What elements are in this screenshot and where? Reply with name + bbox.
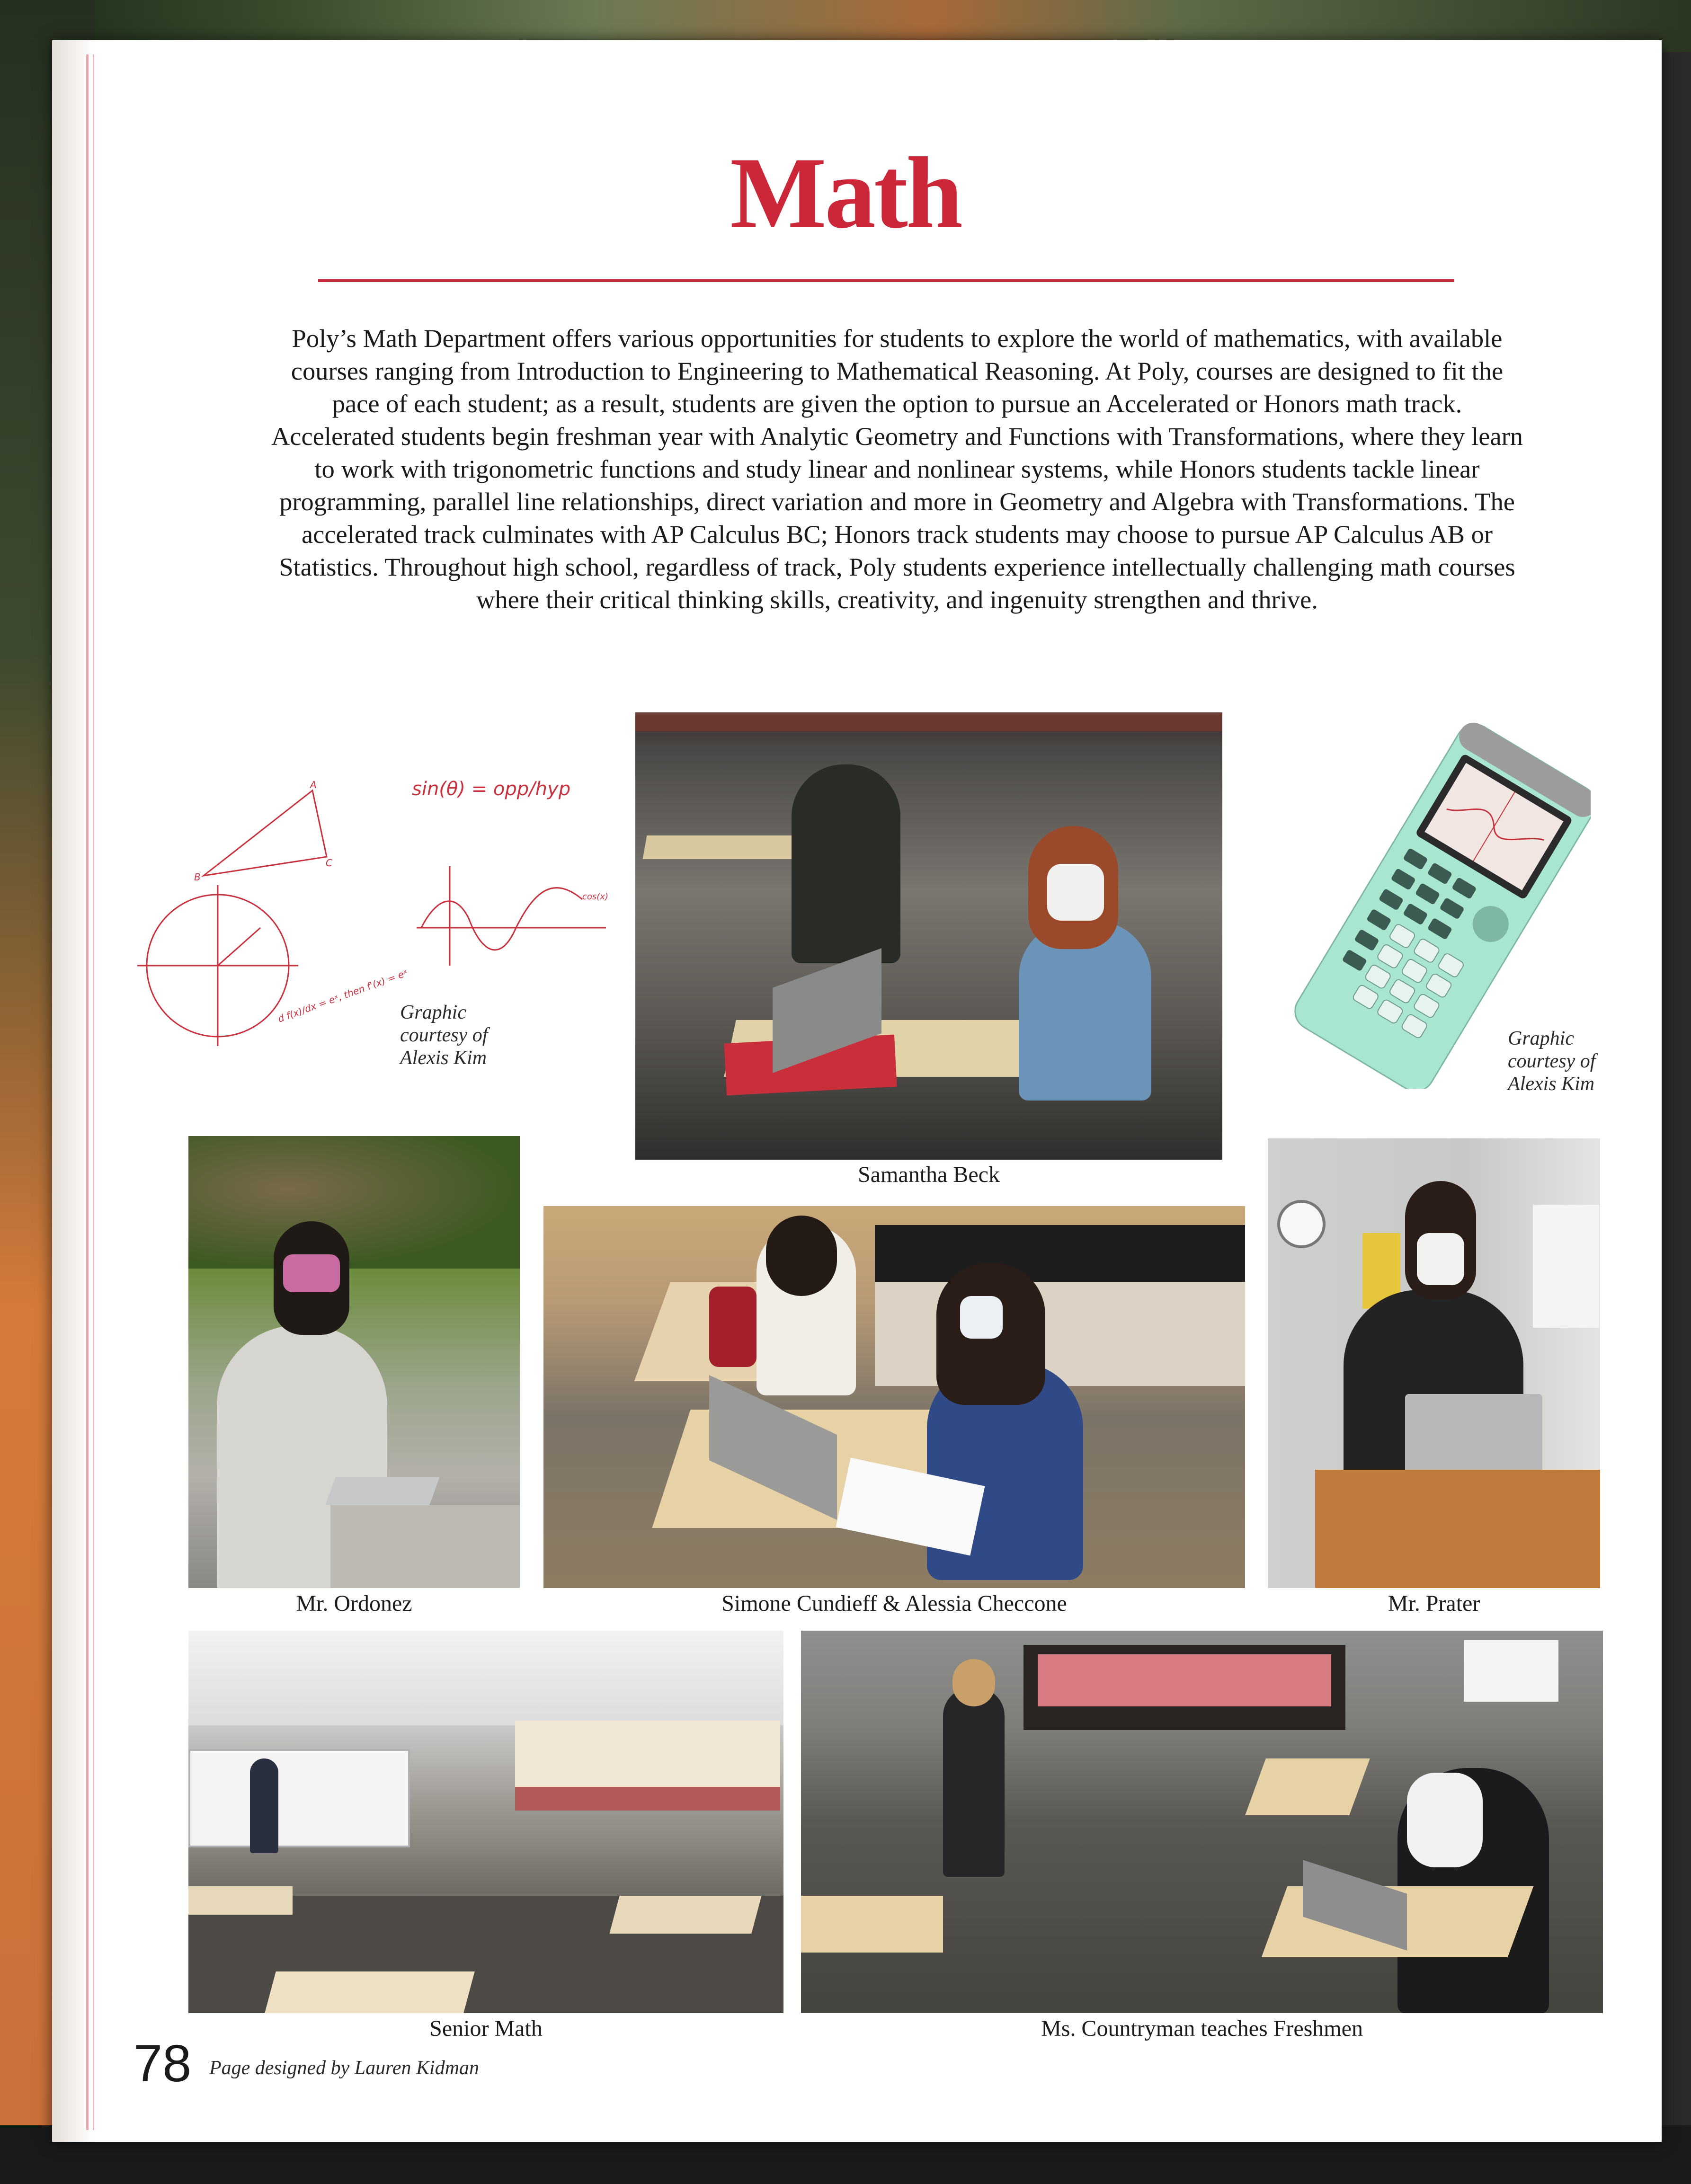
math-sketch-graphic	[128, 757, 625, 1079]
page-number: 78	[134, 2034, 192, 2093]
triangle-sketch	[204, 790, 327, 876]
sketch-credit: Graphic courtesy of Alexis Kim	[400, 1002, 488, 1069]
svg-text:B: B	[194, 871, 201, 883]
photo-simone-alessia	[543, 1206, 1245, 1588]
sketch-formula-sin: sin(θ) = opp/hyp	[412, 778, 571, 800]
margin-rule	[86, 54, 89, 2130]
sketch-formula-cos: cos(x)	[582, 892, 608, 902]
photo-samantha-beck	[635, 712, 1222, 1160]
caption-samantha-beck: Samantha Beck	[858, 1162, 1000, 1187]
svg-text:A: A	[310, 779, 317, 790]
calculator-credit: Graphic courtesy of Alexis Kim	[1508, 1028, 1596, 1095]
sine-wave-sketch	[421, 888, 582, 950]
svg-text:d f(x)/dx = eˣ, then f'(x) = e: d f(x)/dx = eˣ, then f'(x) = eˣ	[276, 967, 409, 1025]
caption-senior-math: Senior Math	[429, 2016, 543, 2041]
title-divider	[318, 279, 1454, 282]
intro-paragraph: Poly’s Math Department offers various opportunities for students to explore the world of mathematics, with available courses ranging from Introduction to Engineering to Mathematical Reasoning. At Poly, courses are designed to fit the pace of each student; as a result, students are given the option to pursue an Accelerated or Honors math track. Accelerated students begin freshman year with Analytic Geometry and Functions with Transformations, where they learn to work with trigonometric functions and study linear and nonlinear systems, while Honors students tackle linear programming, parallel line relationships, direct variation and more in Geometry and Algebra with Transformations. The accelerated track culminates with AP Calculus BC; Honors track students may choose to pursue AP Calculus AB or Statistics. Throughout high school, regardless of track, Poly students experience intellectually challenging math courses where their critical thinking skills, creativity, and ingenuity strengthen and thrive.	[271, 324, 1523, 614]
caption-mr-prater: Mr. Prater	[1388, 1591, 1480, 1616]
photo-mr-prater	[1268, 1138, 1600, 1588]
page-title: Math	[730, 136, 961, 249]
margin-rule-inner	[93, 54, 94, 2130]
caption-ms-countryman: Ms. Countryman teaches Freshmen	[1041, 2016, 1363, 2041]
photo-ms-countryman	[801, 1631, 1603, 2013]
caption-simone-alessia: Simone Cundieff & Alessia Checcone	[721, 1591, 1067, 1616]
designer-credit: Page designed by Lauren Kidman	[209, 2057, 480, 2079]
caption-mr-ordonez: Mr. Ordonez	[296, 1591, 412, 1616]
photo-senior-math	[188, 1631, 783, 2013]
photo-mr-ordonez	[188, 1136, 520, 1588]
svg-text:C: C	[326, 857, 332, 869]
